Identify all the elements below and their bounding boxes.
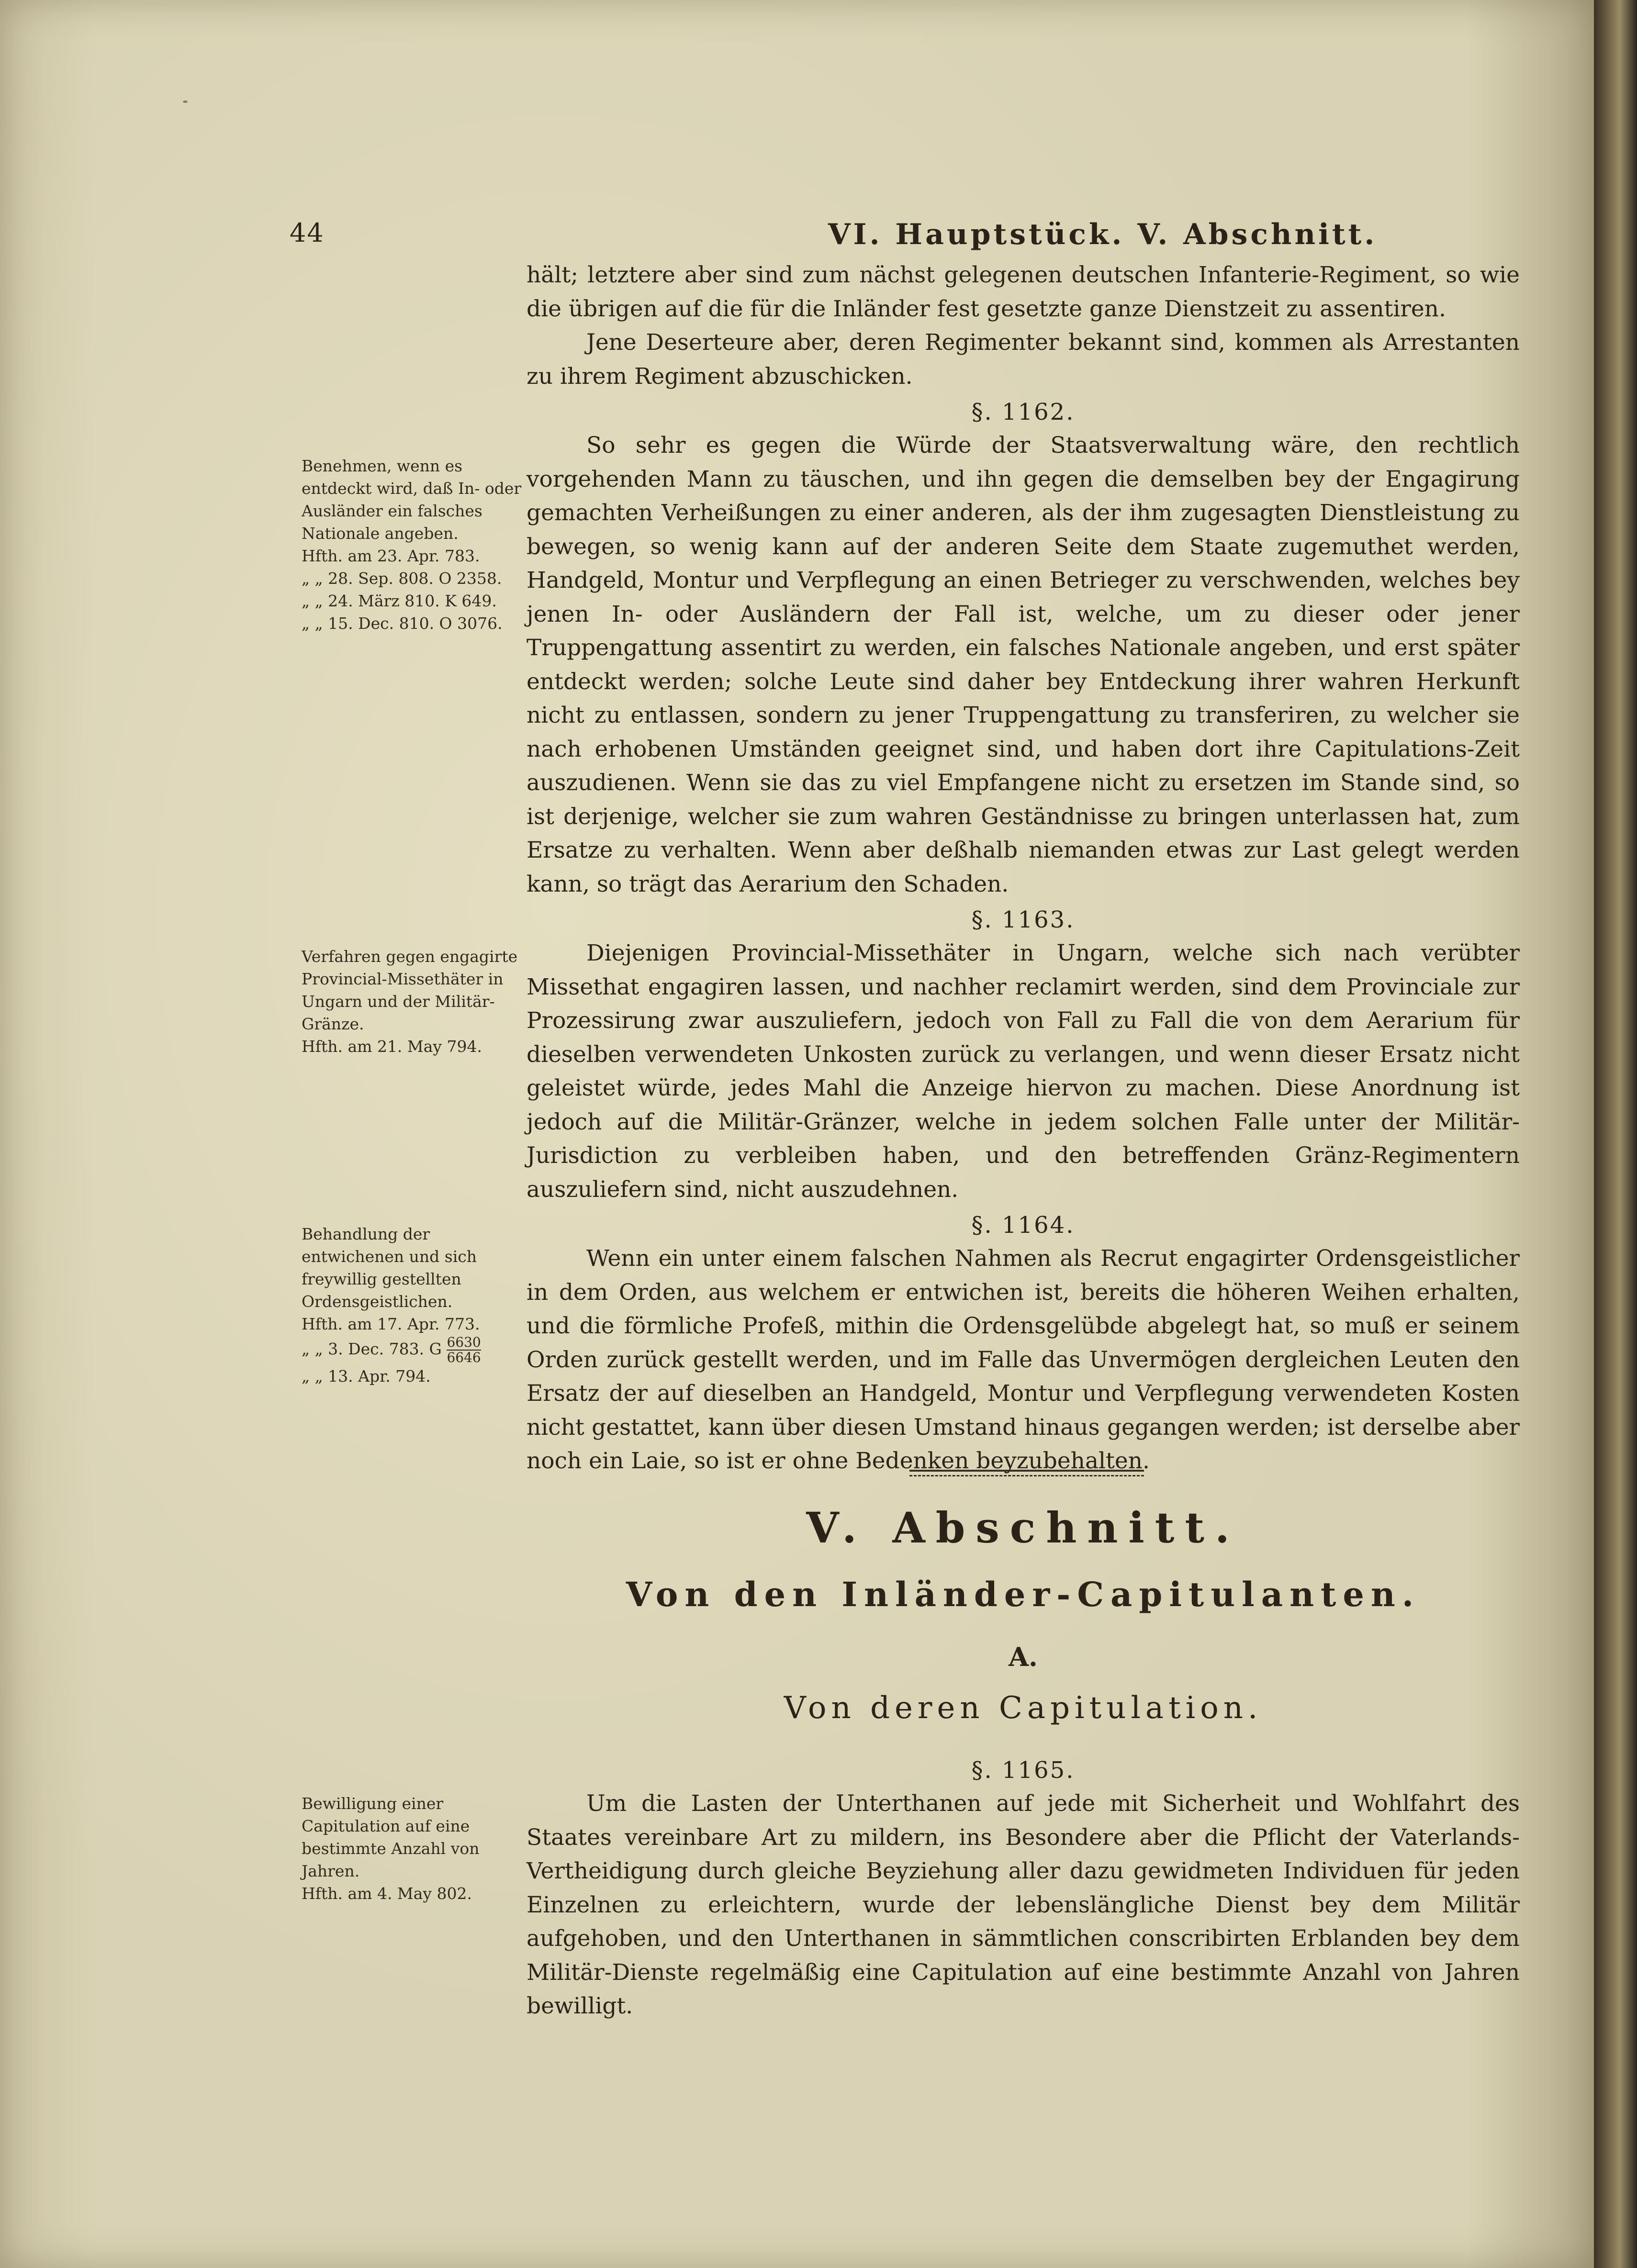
subsection-title: Von deren Capitulation. xyxy=(784,1690,1263,1726)
margin-note-ref: „ „ 13. Apr. 794. xyxy=(302,1367,431,1385)
margin-note-title: Behandlung der entwichenen und sich freywillig gestellten Ordensgeistlichen. xyxy=(302,1225,477,1311)
margin-note-ref xyxy=(302,1335,527,1365)
paragraph-1163: Diejenigen Provincial-Missethäter in Ungarn, welche sich nach verübter Missethat engagiren lassen, und nachher reclamirt werden, sind dem Provinciale zur Prozessirung zwar auszuliefern, jedoch von Fall zu Fall die von dem Aerarium für dieselben verwendeten Unkosten zurück zu verlangen, und wenn dieser Ersatz nicht geleistet würde, jedes Mahl die Anzeige hiervon zu machen. Diese Anordnung ist jedoch auf die Militär-Gränzer, welche in jedem solchen Falle unter der Militär-Jurisdiction zu verbleiben haben, und den betreffenden Gränz-Regimentern auszuliefern sind, nicht auszudehnen. xyxy=(527,940,1520,1203)
fraction xyxy=(447,1335,481,1365)
margin-note-ref: „ „ 15. Dec. 810. O 3076. xyxy=(302,614,503,633)
margin-note-title: Benehmen, wenn es entdeckt wird, daß In- oder Ausländer ein falsches Nationale angeben. xyxy=(302,457,522,543)
margin-note-1163 xyxy=(302,945,527,1058)
section-heading: V. Abschnitt. xyxy=(806,1503,1240,1553)
section-mark-1164: §. 1164. xyxy=(971,1212,1075,1239)
ornamental-rule xyxy=(909,1470,1144,1476)
margin-note-ref: „ „ 28. Sep. 808. O 2358. xyxy=(302,569,502,588)
section-mark-1162: §. 1162. xyxy=(971,399,1075,425)
margin-note-ref: „ „ 24. März 810. K 649. xyxy=(302,592,497,610)
continuation-text: hält; letztere aber sind zum nächst gelegenen deutschen Infanterie-Regiment, so wie die übrigen auf die für die Inländer fest gesetzte ganze Dienstzeit zu assentiren. xyxy=(527,262,1520,322)
margin-note-ref: Hfth. am 17. Apr. 773. xyxy=(302,1315,480,1333)
page-number: 44 xyxy=(290,218,325,248)
margin-note-title: Bewilligung einer Capitulation auf eine bestimmte Anzahl von Jahren. xyxy=(302,1794,480,1880)
continuation-text-2: Jene Deserteure aber, deren Regimenter bekannt sind, kommen als Arrestanten zu ihrem Regiment abzuschicken. xyxy=(527,329,1520,390)
margin-note-1164 xyxy=(302,1223,527,1387)
section-subheading: Von den Inländer-Capitulanten. xyxy=(626,1575,1421,1614)
margin-note-ref: Hfth. am 21. May 794. xyxy=(302,1037,482,1056)
paragraph-1162: So sehr es gegen die Würde der Staatsverwaltung wäre, den rechtlich vorgehenden Mann zu täuschen, und ihn gegen die demselben bey der Engagirung gemachten Verheißungen zu einer anderen, als der ihm zugesagten Dienstleistung zu bewegen, so wenig kann auf der anderen Seite dem Staate zugemuthet werden, Handgeld, Montur und Verpflegung an einen Betrieger zu verschwenden, welches bey jenen In- oder Ausländern der Fall ist, welche, um zu dieser oder jener Truppengattung assentirt zu werden, ein falsches Nationale angeben, und erst später entdeckt werden; solche Leute sind daher bey Entdeckung ihrer wahren Herkunft nicht zu entlassen, sondern zu jener Truppengattung zu transferiren, zu welcher sie nach erhobenen Umständen geeignet sind, und haben dort ihre Capitulations-Zeit auszudienen. Wenn sie das zu viel Empfangene nicht zu ersetzen im Stande sind, so ist derjenige, welcher sie zum wahren Geständnisse zu bringen unterlassen hat, zum Ersatze zu verhalten. Wenn aber deßhalb niemanden etwas zur Last gelegt werden kann, so trägt das Aerarium den Schaden. xyxy=(527,432,1520,897)
margin-note-ref: Hfth. am 23. Apr. 783. xyxy=(302,547,480,565)
running-head xyxy=(0,218,1594,256)
running-head-title: VI. Hauptstück. V. Abschnitt. xyxy=(828,218,1378,251)
paragraph-1164: Wenn ein unter einem falschen Nahmen als Recrut engagirter Ordensgeistlicher in dem Orden, aus welchem er entwichen ist, bereits die höheren Weihen erhalten, und die förmliche Profeß, mithin die Ordensgelübde abgelegt hat, so muß er seinem Orden zurück gestellt werden, und im Falle das Unvermögen dergleichen Leuten den Ersatz der auf dieselben an Handgeld, Montur und Verpflegung verwendeten Kosten nicht gestattet, kann über diesen Umstand hinaus gegangen werden; ist derselbe aber noch ein Laie, so ist er ohne Bedenken beyzubehalten. xyxy=(527,1245,1520,1474)
book-gutter xyxy=(1594,0,1637,2268)
margin-note-1165 xyxy=(302,1792,527,1905)
section-mark-1163: §. 1163. xyxy=(971,906,1075,933)
paragraph-1165: Um die Lasten der Unterthanen auf jede mit Sicherheit und Wohlfahrt des Staates vereinbare Art zu mildern, ins Besondere aber die Pflicht der Vaterlands-Vertheidigung durch gleiche Beyziehung aller dazu gewidmeten Individuen für jeden Einzelnen zu erleichtern, wurde der lebenslängliche Dienst bey dem Militär aufgehoben, und den Unterthanen in sämmtlichen conscribirten Erblanden bey dem Militär-Dienste regelmäßig eine Capitulation auf eine bestimmte Anzahl von Jahren bewilligt. xyxy=(527,1790,1520,2019)
margin-note-ref: Hfth. am 4. May 802. xyxy=(302,1884,472,1903)
section-mark-1165: §. 1165. xyxy=(971,1757,1075,1784)
margin-note-ref-text: „ „ 3. Dec. 783. G xyxy=(302,1340,442,1358)
main-text xyxy=(527,258,1520,1478)
margin-note-1162 xyxy=(302,455,527,635)
subsection-letter: A. xyxy=(1009,1642,1038,1672)
ink-speck xyxy=(183,101,188,103)
fraction-numerator: 6630 xyxy=(447,1334,481,1350)
margin-note-title: Verfahren gegen engagirte Provincial-Missethäter in Ungarn und der Militär-Gränze. xyxy=(302,947,518,1033)
main-text-2 xyxy=(527,1752,1520,2023)
fraction-denominator: 6646 xyxy=(447,1350,481,1365)
